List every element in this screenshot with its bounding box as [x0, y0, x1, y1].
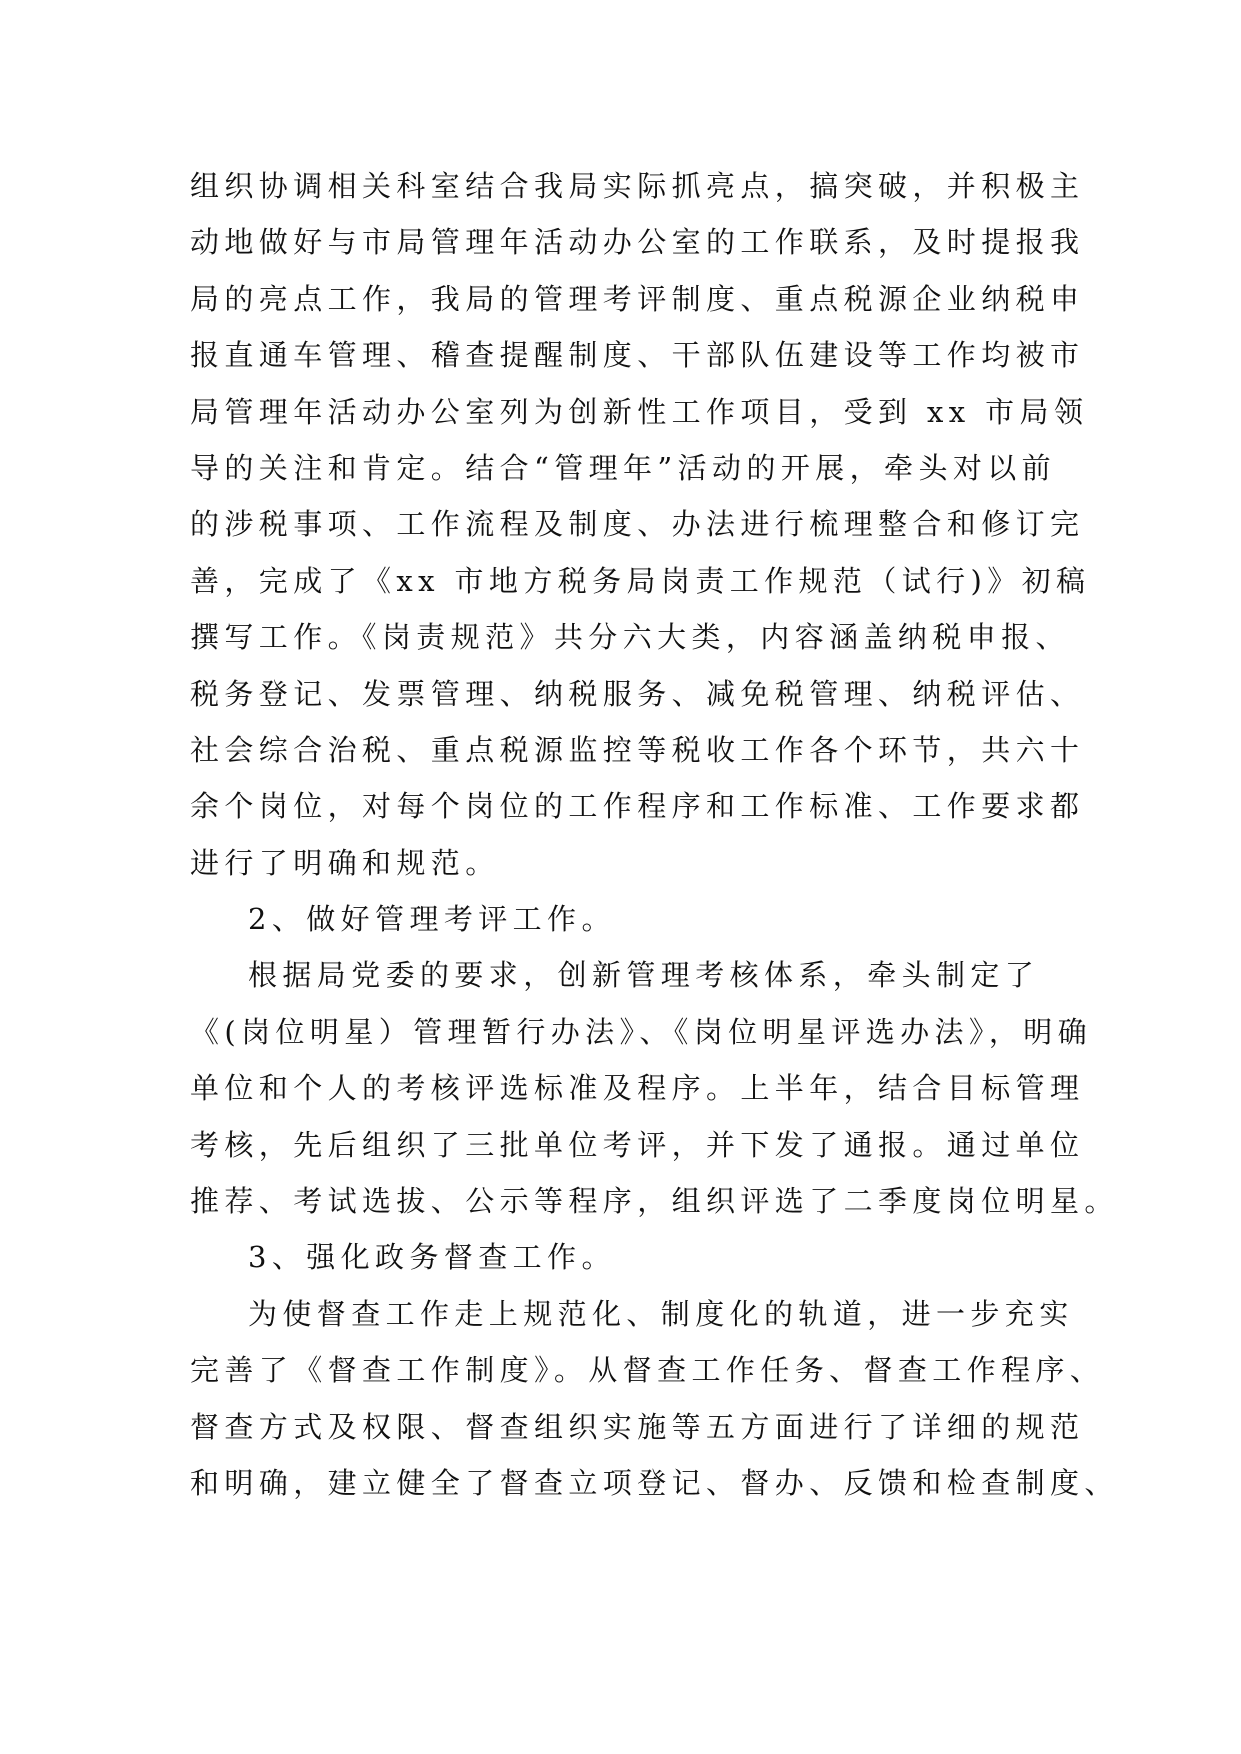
text-line: 的涉税事项、工作流程及制度、办法进行梳理整合和修订完 — [190, 507, 1085, 542]
text-line: 税务登记、发票管理、纳税服务、减免税管理、纳税评估、 — [190, 676, 1085, 711]
text-line: 撰写工作。《岗责规范》共分六大类，内容涵盖纳税申报、 — [190, 620, 1070, 655]
text-line: 余个岗位，对每个岗位的工作程序和工作标准、工作要求都 — [190, 789, 1085, 824]
text-line: 报直通车管理、稽查提醒制度、干部队伍建设等工作均被市 — [190, 338, 1085, 373]
text-line: 组织协调相关科室结合我局实际抓亮点，搞突破，并积极主 — [190, 169, 1085, 203]
text-line: 和明确，建立健全了督查立项登记、督办、反馈和检查制度、 — [190, 1465, 1119, 1500]
text-line: 导的关注和肯定。结合“管理年”活动的开展，牵头对以前 — [190, 450, 1057, 485]
text-line: 督查方式及权限、督查组织实施等五方面进行了详细的规范 — [190, 1409, 1085, 1444]
text-line: 善，完成了《xx 市地方税务局岗责工作规范（试行)》初稿 — [190, 563, 1091, 598]
text-line: 局的亮点工作，我局的管理考评制度、重点税源企业纳税申 — [190, 281, 1085, 316]
text-line: 考核，先后组织了三批单位考评，并下发了通报。通过单位 — [190, 1127, 1085, 1162]
text-line: 动地做好与市局管理年活动办公室的工作联系，及时提报我 — [190, 225, 1085, 260]
text-line: 《(岗位明星）管理暂行办法》、《岗位明星评选办法》，明确 — [190, 1014, 1093, 1049]
text-line: 单位和个人的考核评选标准及程序。上半年，结合目标管理 — [190, 1071, 1085, 1106]
text-line: 推荐、考试选拔、公示等程序，组织评选了二季度岗位明星。 — [190, 1184, 1119, 1219]
paragraph-first-line: 根据局党委的要求，创新管理考核体系，牵头制定了 — [248, 958, 1040, 993]
text-line: 社会综合治税、重点税源监控等税收工作各个环节，共六十 — [190, 732, 1085, 767]
text-line: 进行了明确和规范。 — [190, 845, 500, 880]
text-line: 完善了《督查工作制度》。从督查工作任务、督查工作程序、 — [190, 1353, 1105, 1388]
text-line: 局管理年活动办公室列为创新性工作项目，受到 xx 市局领 — [190, 394, 1089, 429]
document-body — [190, 158, 1119, 1511]
section-heading: 3、强化政务督查工作。 — [248, 1240, 616, 1275]
paragraph-first-line: 为使督查工作走上规范化、制度化的轨道，进一步充实 — [248, 1296, 1074, 1331]
section-heading: 2、做好管理考评工作。 — [248, 902, 616, 937]
